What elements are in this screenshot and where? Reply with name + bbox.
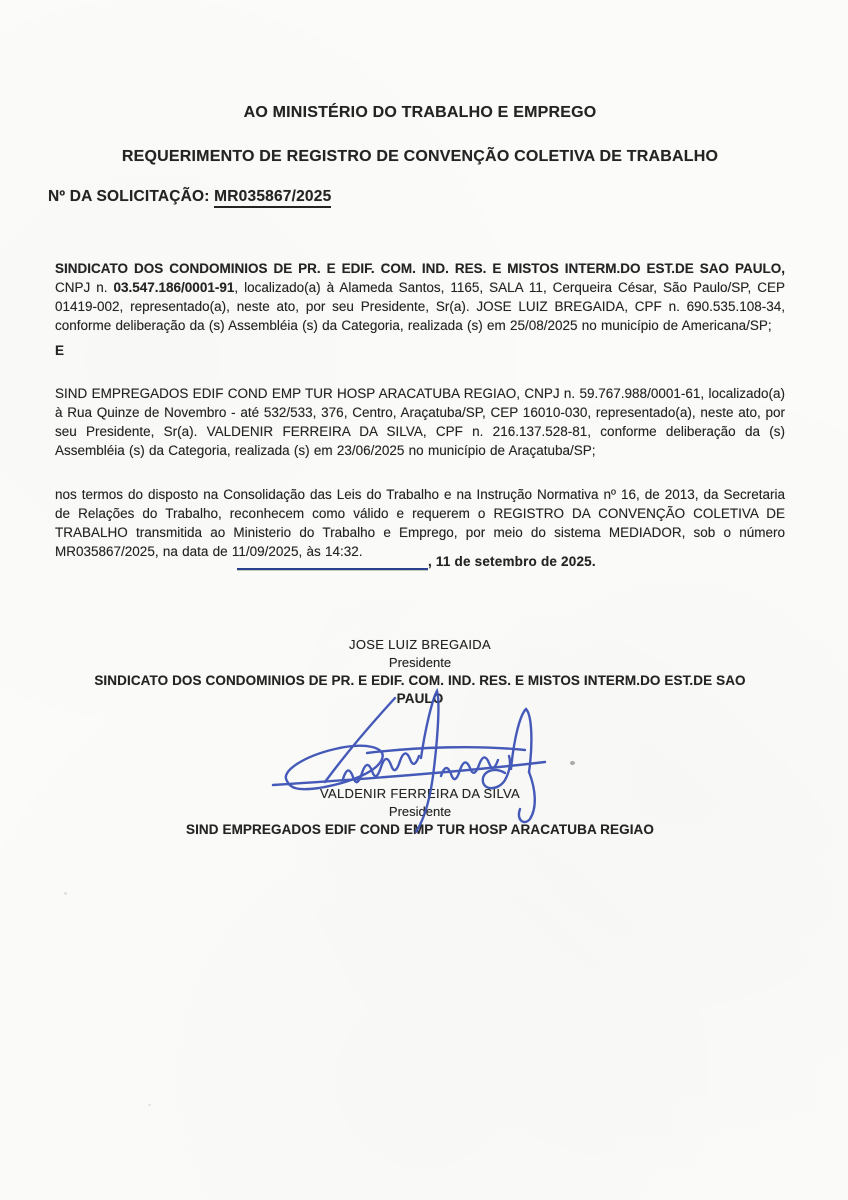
party1-details: , localizado(a) à Alameda Santos, 1165, SALA 11, Cerqueira César, São Paulo/SP, CEP 01419-002, representado(a), neste ato, por seu Presidente, Sr(a). JOSE LUIZ BREGAIDA, CPF n. 690.535.108-34, conforme deliberação da (s) Assembléia (s) da Categoria, realizada (s) em 25/08/2025 no município de Americana/SP; bbox=[55, 279, 785, 333]
solicitation-number-line bbox=[48, 188, 331, 206]
document-addressee: AO MINISTÉRIO DO TRABALHO E EMPREGO bbox=[243, 104, 597, 121]
signatory2-name: VALDENIR FERREIRA DA SILVA bbox=[320, 786, 520, 801]
terms-paragraph: nos termos do disposto na Consolidação das Leis do Trabalho e na Instrução Normativa nº 16, de 2013, da Secretaria de Relações do Trabalho, reconhecem como válido e requerem o REGISTRO DA CONVENÇÃO COLETIVA DE TRABALHO transmitida ao Ministerio do Trabalho e Emprego, por meio do sistema MEDIADOR, sob o número MR035867/2025, na data de 11/09/2025, às 14:32. bbox=[55, 486, 785, 559]
party1-cnpj-prefix: CNPJ n. bbox=[55, 279, 114, 295]
scan-speck bbox=[570, 761, 575, 765]
scan-speck bbox=[64, 892, 67, 895]
signatory2-organization: SIND EMPREGADOS EDIF COND EMP TUR HOSP ARACATUBA REGIAO bbox=[185, 822, 655, 837]
place-date-line bbox=[237, 553, 596, 570]
date-text: , 11 de setembro de 2025. bbox=[428, 554, 596, 569]
signature-block-2 bbox=[70, 785, 770, 839]
signatory2-role: Presidente bbox=[388, 804, 452, 819]
party1-name: SINDICATO DOS CONDOMINIOS DE PR. E EDIF. COM. IND. RES. E MISTOS INTERM.DO EST.DE SAO PAULO, bbox=[55, 260, 785, 276]
signatory1-name: JOSE LUIZ BREGAIDA bbox=[349, 637, 491, 652]
party2-paragraph: SIND EMPREGADOS EDIF COND EMP TUR HOSP ARACATUBA REGIAO, CNPJ n. 59.767.988/0001-61, localizado(a) à Rua Quinze de Novembro - até 532/533, 376, Centro, Araçatuba/SP, CEP 16010-030, representado(a), neste ato, por seu Presidente, Sr(a). VALDENIR FERREIRA DA SILVA, CPF n. 216.137.528-81, conforme deliberação da (s) Assembléia (s) da Categoria, realizada (s) em 23/06/2025 no município de Araçatuba/SP; bbox=[55, 385, 785, 458]
signature-block-1 bbox=[70, 636, 770, 708]
solicitation-number: MR035867/2025 bbox=[214, 188, 331, 208]
place-blank-rule bbox=[237, 553, 428, 570]
signatory1-role: Presidente bbox=[388, 655, 452, 670]
signatory1-organization: SINDICATO DOS CONDOMINIOS DE PR. E EDIF. COM. IND. RES. E MISTOS INTERM.DO EST.DE SAO PAULO bbox=[94, 673, 746, 706]
connector-e: E bbox=[55, 343, 65, 358]
scan-speck bbox=[148, 1104, 151, 1106]
document-title: REQUERIMENTO DE REGISTRO DE CONVENÇÃO COLETIVA DE TRABALHO bbox=[121, 148, 719, 165]
party1-paragraph bbox=[55, 259, 785, 335]
party1-cnpj: 03.547.186/0001-91 bbox=[113, 279, 235, 295]
solicitation-label: Nº DA SOLICITAÇÃO: bbox=[48, 188, 215, 205]
